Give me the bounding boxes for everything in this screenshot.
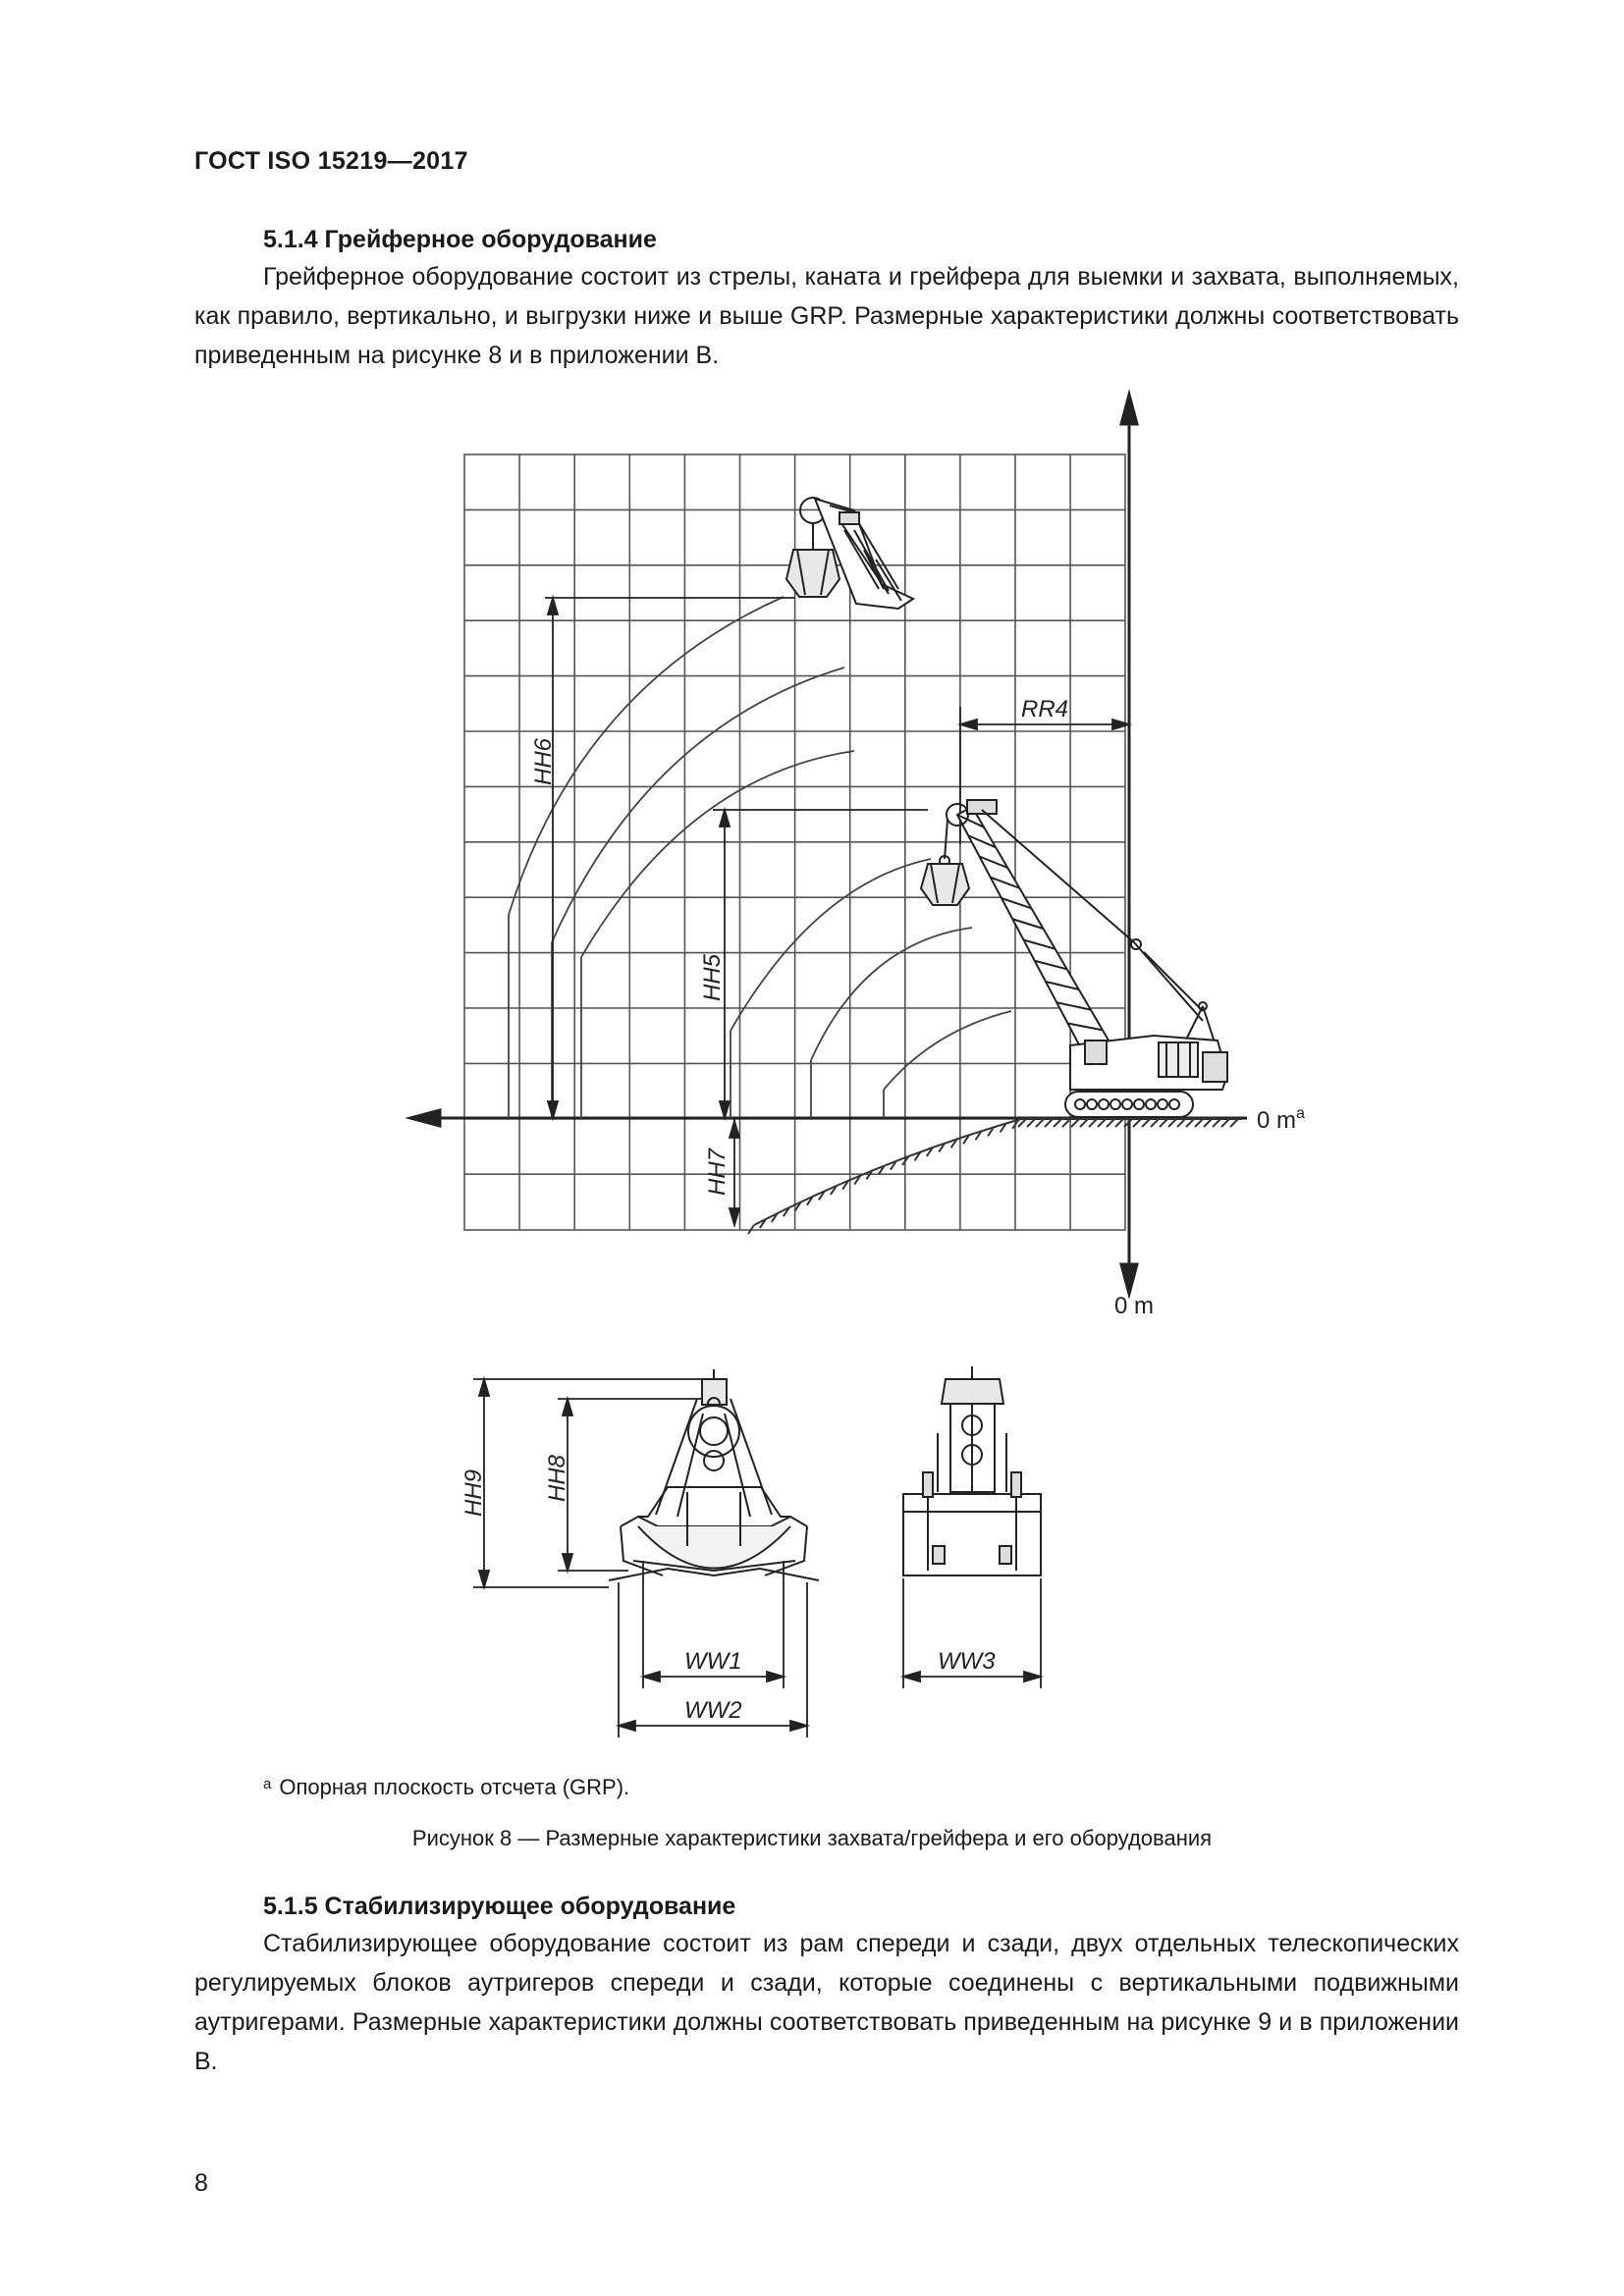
section-text-5-1-5-body: Стабилизирующее оборудование состоит из рам спереди и сзади, двух отдельных телескопических регулируемых блоков аутригеров спереди и сзади, которые соединены с вертикальными подвижными аутригерами. Размерные характеристики должны соответствовать приведенным на рисунке 9 и в приложении В. — [194, 1930, 1459, 2075]
label-rr4: RR4 — [1021, 696, 1069, 722]
grab-front-view — [609, 1369, 819, 1580]
label-hh7: HH7 — [704, 1148, 731, 1196]
section-title-5-1-5: 5.1.5 Стабилизирующее оборудование — [263, 1893, 736, 1920]
section-text-5-1-4-body: Грейферное оборудование состоит из стрелы, каната и грейфера для выемки и захвата, выполняемых, как правило, вертикально, и выгрузки ниже и выше GRP. Размерные характеристики должны соответствовать приведенным на рисунке 8 и в приложении В. — [194, 263, 1459, 369]
reach-arcs — [509, 597, 1011, 1118]
figure-caption: Рисунок 8 — Размерные характеристики захвата/грейфера и его оборудования — [411, 1826, 1213, 1850]
page-number: 8 — [194, 2169, 208, 2197]
label-hh5: HH5 — [699, 953, 726, 1001]
section-text-5-1-5 — [194, 1924, 1459, 2081]
document-header: ГОСТ ISO 15219—2017 — [194, 147, 468, 175]
grab-side-view — [903, 1366, 1041, 1575]
figure-footnote — [263, 1775, 629, 1800]
label-ww2: WW2 — [684, 1697, 742, 1724]
label-ww1: WW1 — [684, 1648, 742, 1675]
footnote-marker: a — [263, 1776, 272, 1792]
label-hh9: HH9 — [460, 1468, 487, 1517]
label-hh8: HH8 — [544, 1454, 570, 1502]
label-zero-bottom: 0 m — [1114, 1293, 1155, 1319]
dim-hh7 — [730, 1118, 739, 1225]
label-ww3: WW3 — [938, 1648, 996, 1675]
label-zero-grp: 0 $m^a$ — [1257, 1105, 1305, 1134]
footnote-text: Опорная плоскость отсчета (GRP). — [279, 1775, 630, 1799]
crawler-crane-illustration — [921, 800, 1227, 1117]
dim-rr4 — [960, 707, 1129, 844]
section-title-5-1-4: 5.1.4 Грейферное оборудование — [263, 226, 657, 253]
dim-hh5 — [713, 810, 928, 1118]
label-hh6: HH6 — [530, 737, 557, 785]
excavation-slope — [748, 1119, 1021, 1234]
